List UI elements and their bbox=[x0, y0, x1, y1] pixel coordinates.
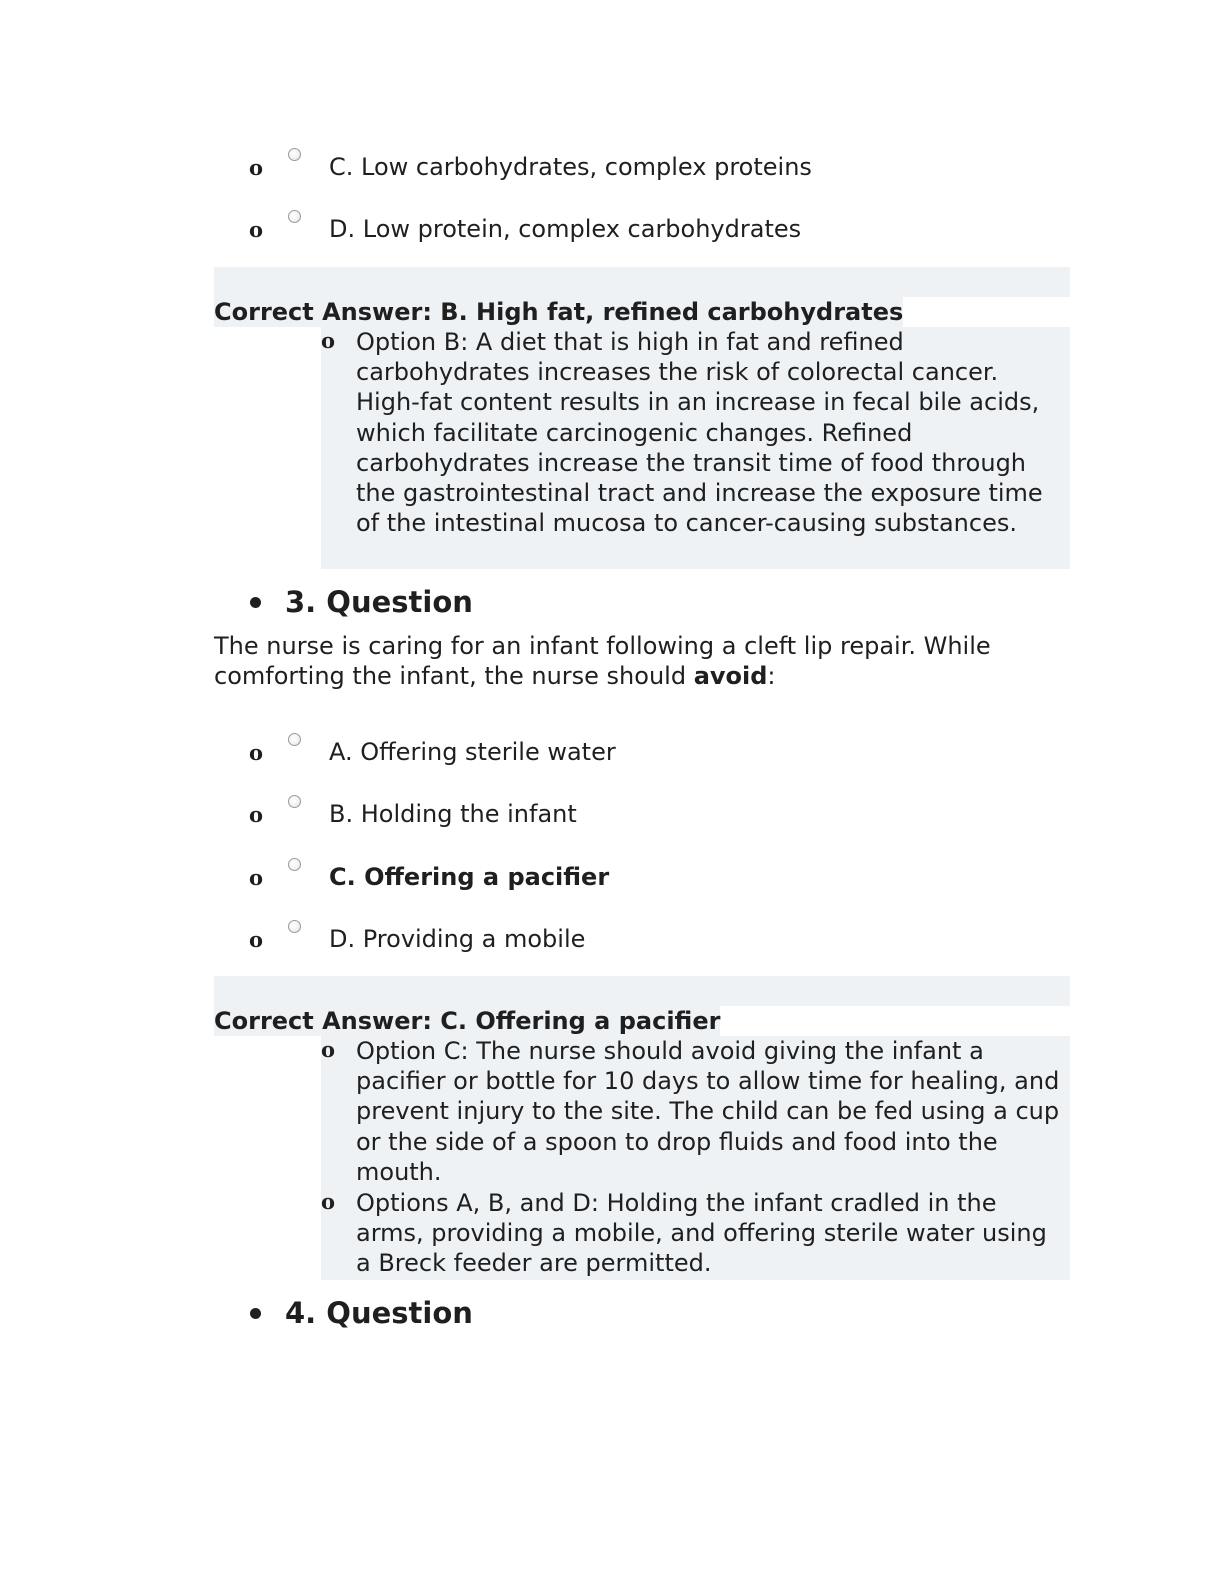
answer-highlight bbox=[214, 267, 1070, 297]
question-3-heading bbox=[0, 584, 1224, 624]
q2-option-c[interactable] bbox=[0, 148, 1224, 188]
explanation-item bbox=[321, 1188, 1061, 1280]
explanation-text: Option B: A diet that is high in fat and refined carbohydrates increases the risk of colorectal cancer. High-fat content results in an increase in fecal bile acids, which facilitate carcinogenic changes. Refined carbohydrates increase the transit time of food through the gastrointestinal tract and increase the exposure time of the intestinal mucosa to cancer-causing substances. bbox=[356, 328, 1043, 538]
question-4-heading bbox=[0, 1295, 1224, 1335]
bullet-dot bbox=[250, 597, 261, 608]
option-label: C. Offering a pacifier bbox=[329, 863, 610, 891]
explanation-text: Options A, B, and D: Holding the infant cradled in the arms, providing a mobile, and offering sterile water using a Breck feeder are permitted. bbox=[356, 1189, 1047, 1278]
explanation-text: Option C: The nurse should avoid giving the infant a pacifier or bottle for 10 days to allow time for healing, and prevent injury to the site. The child can be fed using a cup or the side of a spoon to drop fluids and food into the mouth. bbox=[356, 1037, 1060, 1186]
explanation-item bbox=[321, 1036, 1061, 1188]
q3-option-d[interactable] bbox=[0, 920, 1224, 960]
radio-button[interactable] bbox=[288, 733, 301, 746]
list-bullet: o bbox=[249, 740, 264, 765]
list-bullet: o bbox=[249, 865, 264, 890]
list-bullet: o bbox=[321, 328, 336, 353]
radio-button[interactable] bbox=[288, 795, 301, 808]
correct-answer-heading: Correct Answer: B. High fat, refined carbohydrates bbox=[214, 298, 904, 326]
option-label: B. Holding the infant bbox=[329, 800, 577, 828]
option-label: D. Providing a mobile bbox=[329, 925, 586, 953]
correct-answer-heading: Correct Answer: C. Offering a pacifier bbox=[214, 1007, 721, 1035]
radio-button[interactable] bbox=[288, 858, 301, 871]
list-bullet: o bbox=[249, 155, 264, 180]
question-title: 3. Question bbox=[285, 585, 473, 619]
list-bullet: o bbox=[321, 1037, 336, 1062]
explanation-item bbox=[321, 327, 1061, 569]
question-title: 4. Question bbox=[285, 1296, 473, 1330]
question-3-prompt bbox=[214, 631, 1074, 691]
answer-highlight bbox=[214, 976, 1070, 1006]
option-label: A. Offering sterile water bbox=[329, 738, 616, 766]
prompt-text: The nurse is caring for an infant following a cleft lip repair. While comforting the infant, the nurse should bbox=[214, 632, 991, 690]
list-bullet: o bbox=[321, 1189, 336, 1214]
option-label: D. Low protein, complex carbohydrates bbox=[329, 215, 802, 243]
list-bullet: o bbox=[249, 217, 264, 242]
bullet-dot bbox=[250, 1308, 261, 1319]
q3-option-a[interactable] bbox=[0, 733, 1224, 773]
prompt-emphasis: avoid bbox=[693, 662, 768, 690]
prompt-suffix: : bbox=[767, 662, 776, 690]
radio-button[interactable] bbox=[288, 210, 301, 223]
q2-option-d[interactable] bbox=[0, 210, 1224, 250]
list-bullet: o bbox=[249, 927, 264, 952]
list-bullet: o bbox=[249, 802, 264, 827]
radio-button[interactable] bbox=[288, 920, 301, 933]
radio-button[interactable] bbox=[288, 148, 301, 161]
q3-option-c[interactable] bbox=[0, 858, 1224, 898]
q3-option-b[interactable] bbox=[0, 795, 1224, 835]
option-label: C. Low carbohydrates, complex proteins bbox=[329, 153, 812, 181]
